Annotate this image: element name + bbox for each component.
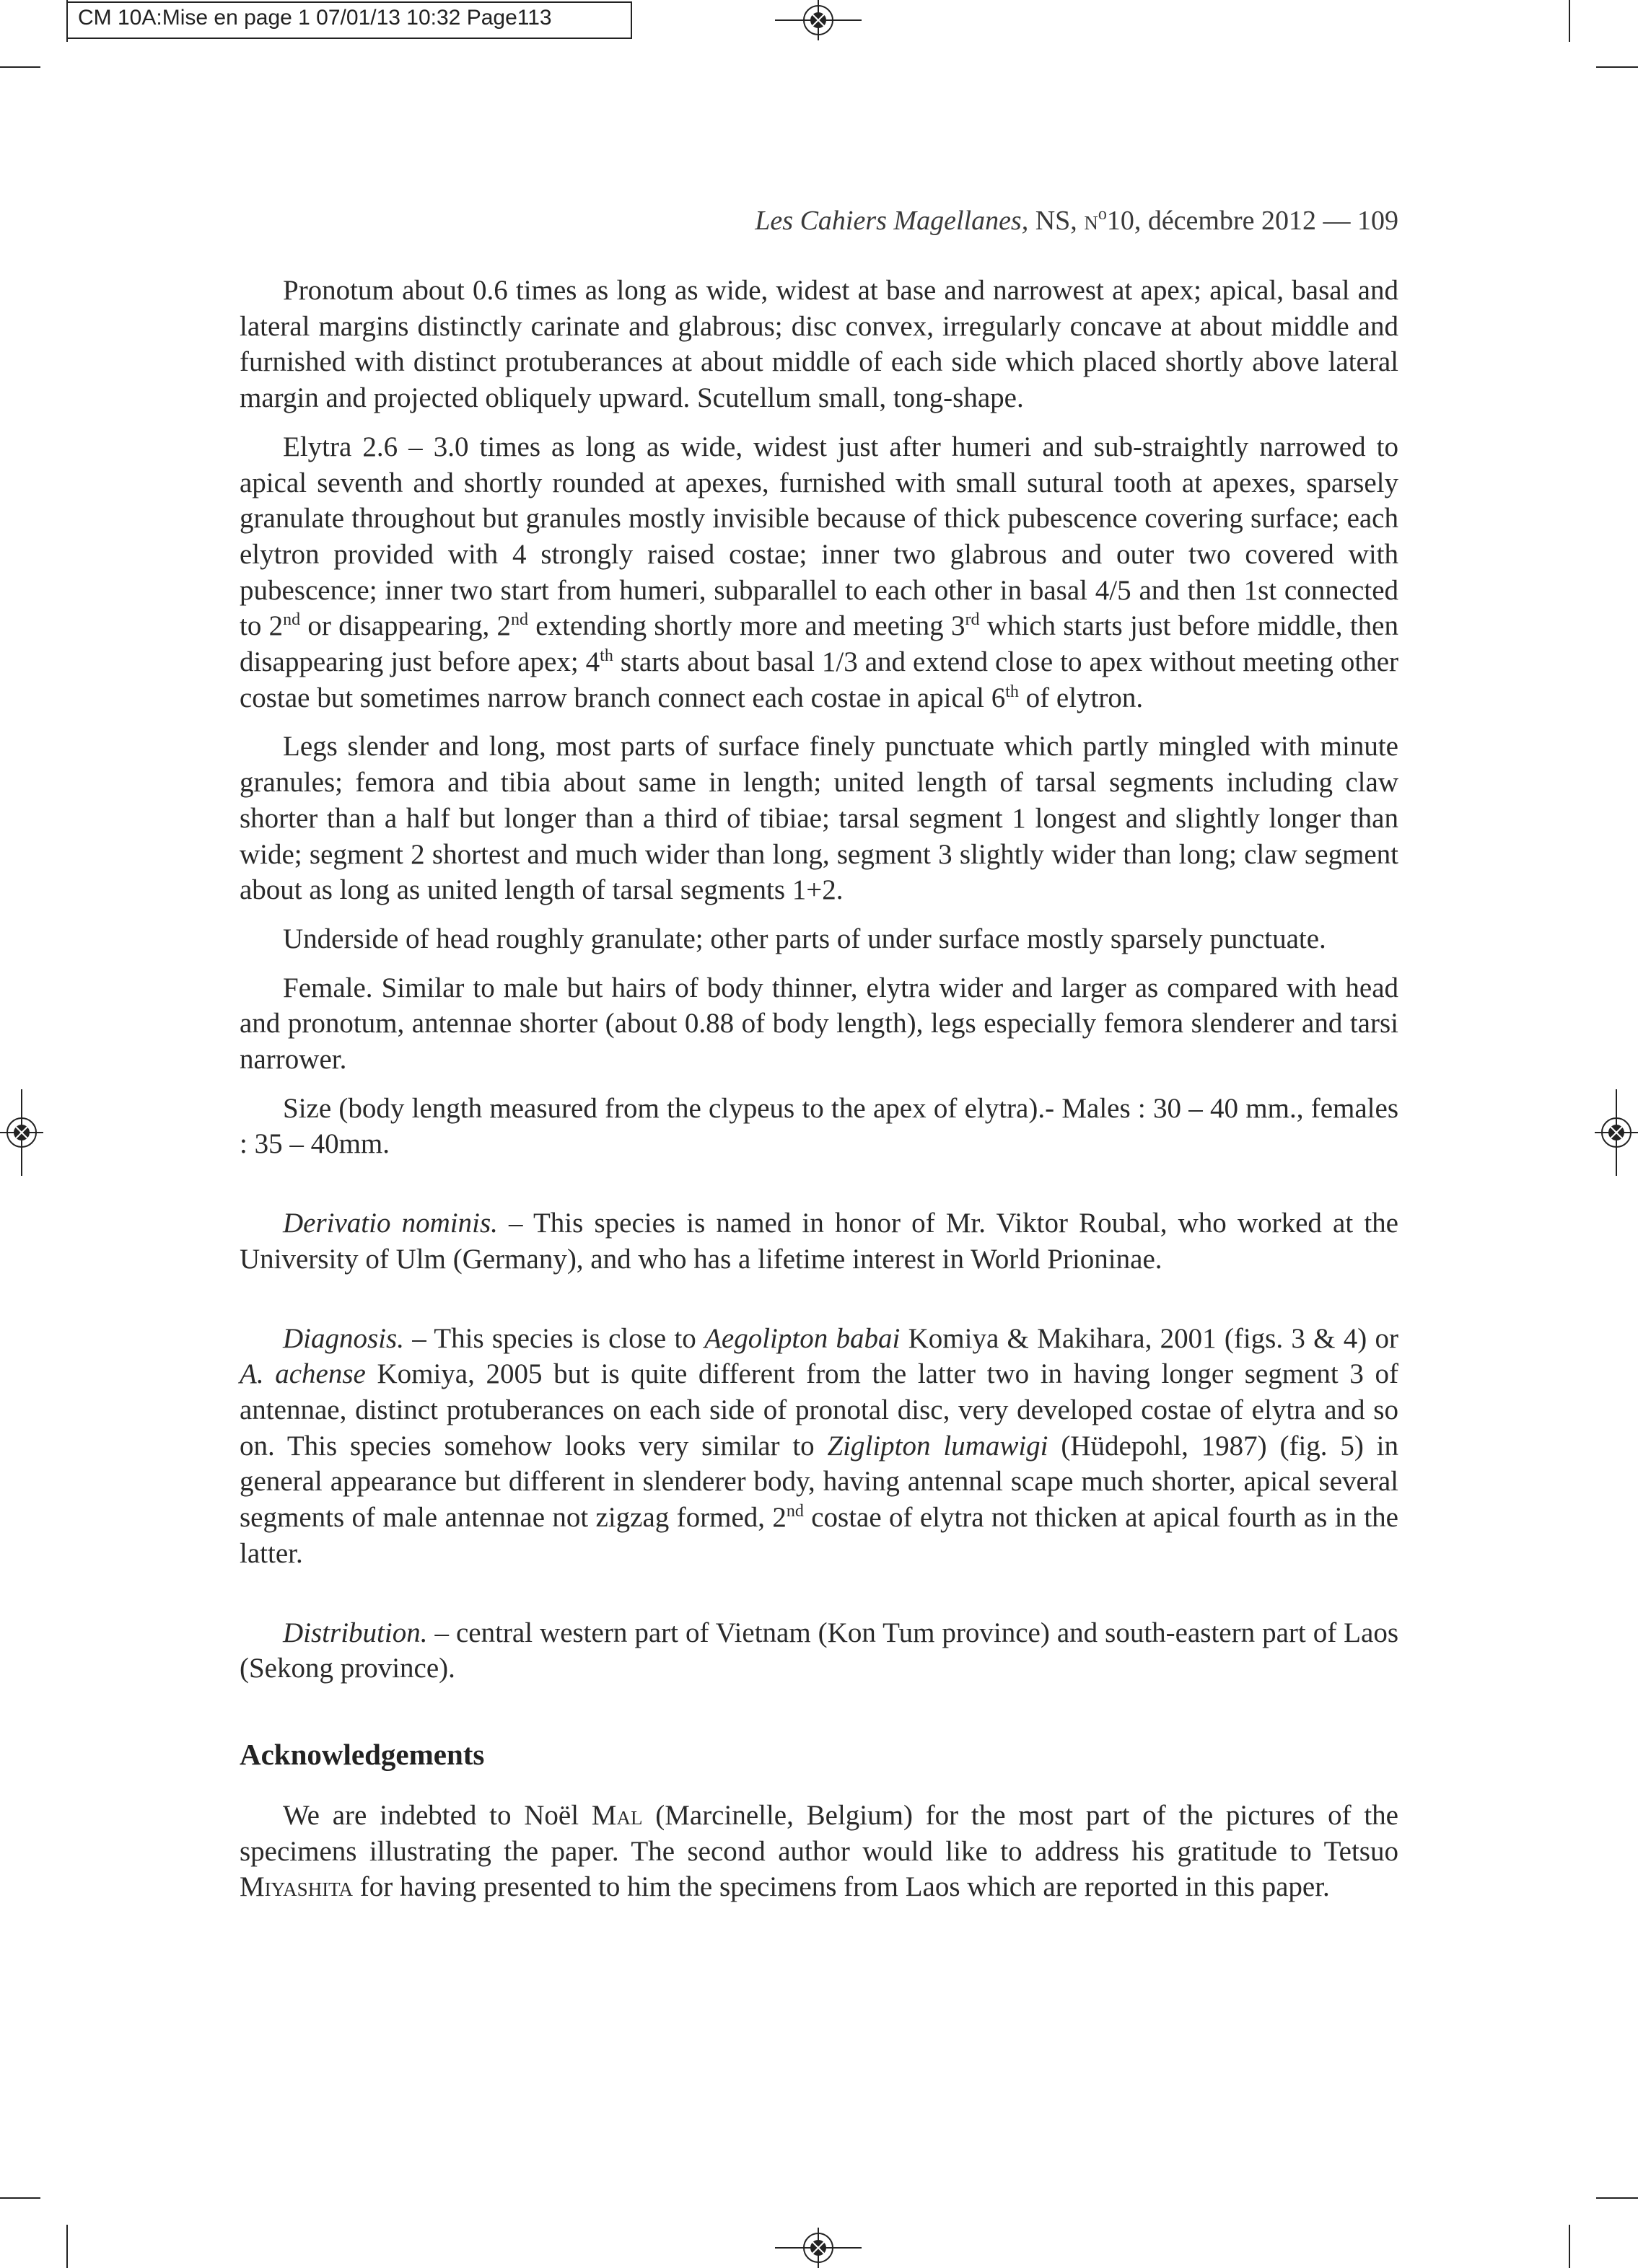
- distribution-label: Distribution.: [283, 1617, 428, 1648]
- text-run: starts about basal 1/3 and extend close to apex without meeting other costae but sometimes narrow branch connect each costae in apical 6: [240, 646, 1398, 713]
- diagnosis-label: Diagnosis.: [283, 1322, 404, 1354]
- crop-mark-top-right-horizontal: [1596, 66, 1638, 68]
- crop-mark-top-left-vertical: [66, 0, 68, 42]
- paragraph-elytra: [240, 429, 1398, 716]
- person-surname: Mal: [591, 1799, 643, 1831]
- acknowledgements-heading: Acknowledgements: [240, 1737, 485, 1771]
- text-run: extending shortly more and meeting 3: [528, 610, 965, 642]
- paragraph-size: Size (body length measured from the clypeus to the apex of elytra).- Males : 30 – 40 mm., females : 35 – 40mm.: [240, 1092, 1398, 1160]
- text-run: – central western part of Vietnam (Kon Tum province) and south-eastern part of Laos (Sekong province).: [240, 1617, 1398, 1684]
- paragraph-underside: Underside of head roughly granulate; other parts of under surface mostly sparsely punctuate.: [283, 923, 1326, 954]
- crop-mark-bottom-left-horizontal: [0, 2197, 40, 2199]
- text-run: Komiya & Makihara, 2001 (figs. 3 & 4) or: [900, 1322, 1398, 1354]
- crop-mark-bottom-right-horizontal: [1596, 2197, 1638, 2199]
- text-run: – This species is close to: [403, 1322, 705, 1354]
- species-name: A. achense: [240, 1358, 366, 1390]
- text-run: We are indebted to Noël: [283, 1799, 592, 1831]
- text-run: – This species is named in honor of Mr. Viktor Roubal, who worked at the University of Ulm (Germany), and who has a lifetime interest in World Prioninae.: [240, 1208, 1398, 1275]
- crop-mark-bottom-right-vertical: [1569, 2225, 1570, 2268]
- printer-slug: [66, 1, 632, 39]
- text-run: costae of elytra not thicken at apical fourth as in the latter.: [240, 1502, 1398, 1569]
- text-run: for having presented to him the specimens from Laos which are reported in this paper.: [353, 1871, 1330, 1903]
- paragraph-pronotum: Pronotum about 0.6 times as long as wide, widest at base and narrowest at apex; apical, basal and lateral margins distinctly carinate and glabrous; disc convex, irregularly concave at about middle and furnished with distinct protuberances at about middle of each side which placed shortly above lateral margin and projected obliquely upward. Scutellum small, tong-shape.: [240, 275, 1398, 414]
- paragraph-distribution: [240, 1615, 1398, 1687]
- paragraph-diagnosis: [240, 1321, 1398, 1572]
- article-body: [240, 273, 1398, 1918]
- ordinal-suffix: nd: [511, 610, 529, 630]
- derivatio-label: Derivatio nominis.: [283, 1208, 498, 1239]
- crop-mark-top-right-vertical: [1569, 0, 1570, 42]
- crop-mark-bottom-left-vertical: [66, 2225, 68, 2268]
- text-run: (Hüdepohl, 1987) (fig. 5) in general appearance but different in slenderer body, having antennal scape much shorter, apical several segments of male antennae not zigzag formed, 2: [240, 1430, 1398, 1534]
- text-run: Elytra 2.6 – 3.0 times as long as wide, widest just after humeri and sub-straightly narrowed to apical seventh and shortly rounded at apexes, furnished with small sutural tooth at apexes, sparsely granulate throughout but granules mostly invisible because of thick pubescence covering surface; each elytron provided with 4 strongly raised costae; inner two glabrous and outer two covered with pubescence; inner two start from humeri, subparallel to each other in basal 4/5 and then 1st connected to 2: [240, 431, 1398, 642]
- ordinal-suffix: nd: [786, 1502, 804, 1521]
- paragraph-acknowledgements: [240, 1798, 1398, 1905]
- registration-mark-top-icon: [775, 0, 862, 40]
- registration-mark-bottom-icon: [775, 2228, 862, 2268]
- ordinal-suffix: nd: [283, 610, 301, 630]
- person-surname: Miyashita: [240, 1871, 354, 1903]
- ordinal-suffix: th: [600, 646, 613, 666]
- slug-text: CM 10A:Mise en page 1 07/01/13 10:32 Page113: [78, 6, 552, 30]
- running-header: [240, 205, 1398, 237]
- issue-and-page: 10, décembre 2012 — 109: [1106, 206, 1398, 236]
- text-run: Komiya, 2005 but is quite different from the latter two in having longer segment 3 of antennae, distinct protuberances on each side of pronotal disc, very developed costae of elytra and so on. This species somehow looks very similar to: [240, 1358, 1398, 1462]
- registration-mark-left-icon: [0, 1089, 43, 1176]
- text-run: (Marcinelle, Belgium) for the most part of the pictures of the specimens illustrating the paper. The second author would like to address his gratitude to Tetsuo: [240, 1799, 1398, 1867]
- registration-mark-right-icon: [1595, 1089, 1638, 1176]
- text-run: of elytron.: [1018, 682, 1144, 713]
- text-run: which starts just before middle, then disappearing just before apex; 4: [240, 610, 1398, 678]
- series-label: NS,: [1035, 206, 1085, 236]
- paragraph-legs: Legs slender and long, most parts of surface finely punctuate which partly mingled with minute granules; femora and tibia about same in length; united length of tarsal segments including claw shorter than a half but longer than a third of tibiae; tarsal segment 1 longest and slightly longer than wide; segment 2 shortest and much wider than long, segment 3 slightly wider than long; claw segment about as long as united length of tarsal segments 1+2.: [240, 731, 1398, 906]
- text-run: or disappearing, 2: [300, 610, 512, 642]
- ordinal-suffix: rd: [965, 610, 980, 630]
- journal-title: Les Cahiers Magellanes,: [755, 206, 1029, 236]
- species-name: Ziglipton lumawigi: [827, 1430, 1048, 1462]
- crop-mark-top-left-horizontal: [0, 66, 40, 68]
- paragraph-derivatio-nominis: [240, 1205, 1398, 1277]
- paragraph-female: Female. Similar to male but hairs of body thinner, elytra wider and larger as compared with head and pronotum, antennae shorter (about 0.88 of body length), legs especially femora slenderer and tarsi narrower.: [240, 972, 1398, 1076]
- number-superscript: o: [1098, 205, 1107, 224]
- ordinal-suffix: th: [1005, 682, 1019, 701]
- number-prefix: n: [1084, 206, 1098, 236]
- species-name: Aegolipton babai: [704, 1322, 901, 1354]
